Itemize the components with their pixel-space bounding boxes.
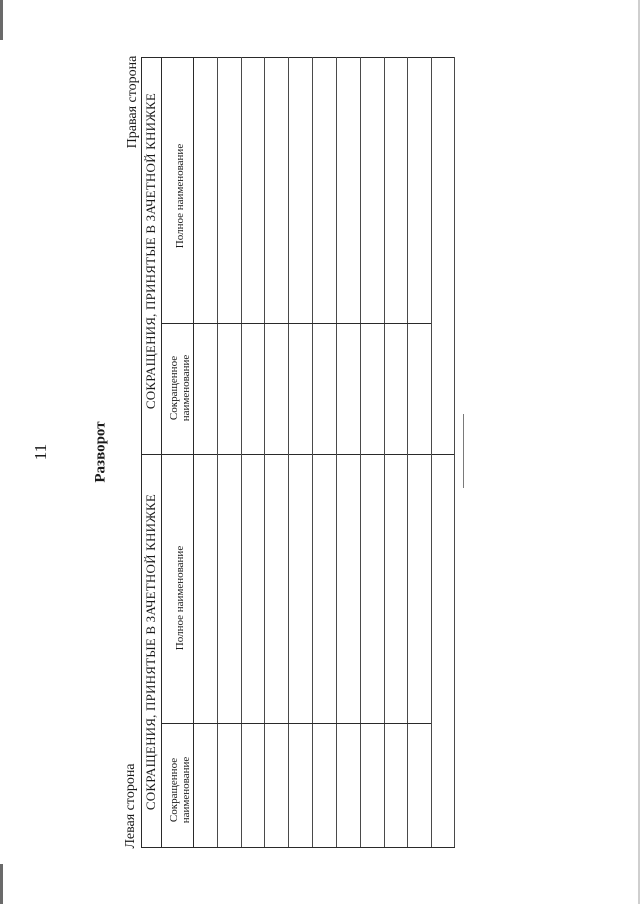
table-border-left xyxy=(141,57,142,847)
right-short-line2: наименование xyxy=(180,354,192,422)
table-border-bottom xyxy=(141,847,455,848)
left-column-separator xyxy=(161,723,431,724)
table-row-line xyxy=(217,57,218,847)
scan-edge-bottom xyxy=(0,864,3,904)
table-row-line xyxy=(193,57,194,847)
left-column-header-short xyxy=(168,757,192,823)
scan-edge-top xyxy=(0,0,3,40)
left-table-title: СОКРАЩЕНИЯ, ПРИНЯТЫЕ В ЗАЧЕТНОЙ КНИЖКЕ xyxy=(143,493,158,811)
spread-title: Разворот xyxy=(92,421,109,483)
left-short-line1: Сокращенное xyxy=(168,757,180,823)
table-row-line xyxy=(384,57,385,847)
title-row-line xyxy=(161,57,162,847)
center-rule xyxy=(463,414,464,488)
right-column-header-full: Полное наименование xyxy=(174,143,186,249)
table-row-line xyxy=(241,57,242,847)
table-row-line xyxy=(431,57,432,847)
right-column-header-short xyxy=(168,355,192,421)
right-side-label: Правая сторона xyxy=(125,55,140,149)
table-row-line xyxy=(288,57,289,847)
table-row-line xyxy=(264,57,265,847)
table-row-line xyxy=(312,57,313,847)
abbreviations-table xyxy=(141,57,455,848)
table-row-line xyxy=(407,57,408,847)
right-short-line1: Сокращенное xyxy=(168,355,180,421)
table-row-line xyxy=(454,57,455,847)
table-row-line xyxy=(336,57,337,847)
left-side-label: Левая сторона xyxy=(123,763,138,849)
right-column-separator xyxy=(161,323,431,324)
left-column-header-full: Полное наименование xyxy=(174,545,186,651)
table-row-line xyxy=(360,57,361,847)
left-short-line2: наименование xyxy=(180,756,192,824)
page-number: 11 xyxy=(31,443,50,461)
right-table-title: СОКРАЩЕНИЯ, ПРИНЯТЫЕ В ЗАЧЕТНОЙ КНИЖКЕ xyxy=(143,92,158,410)
